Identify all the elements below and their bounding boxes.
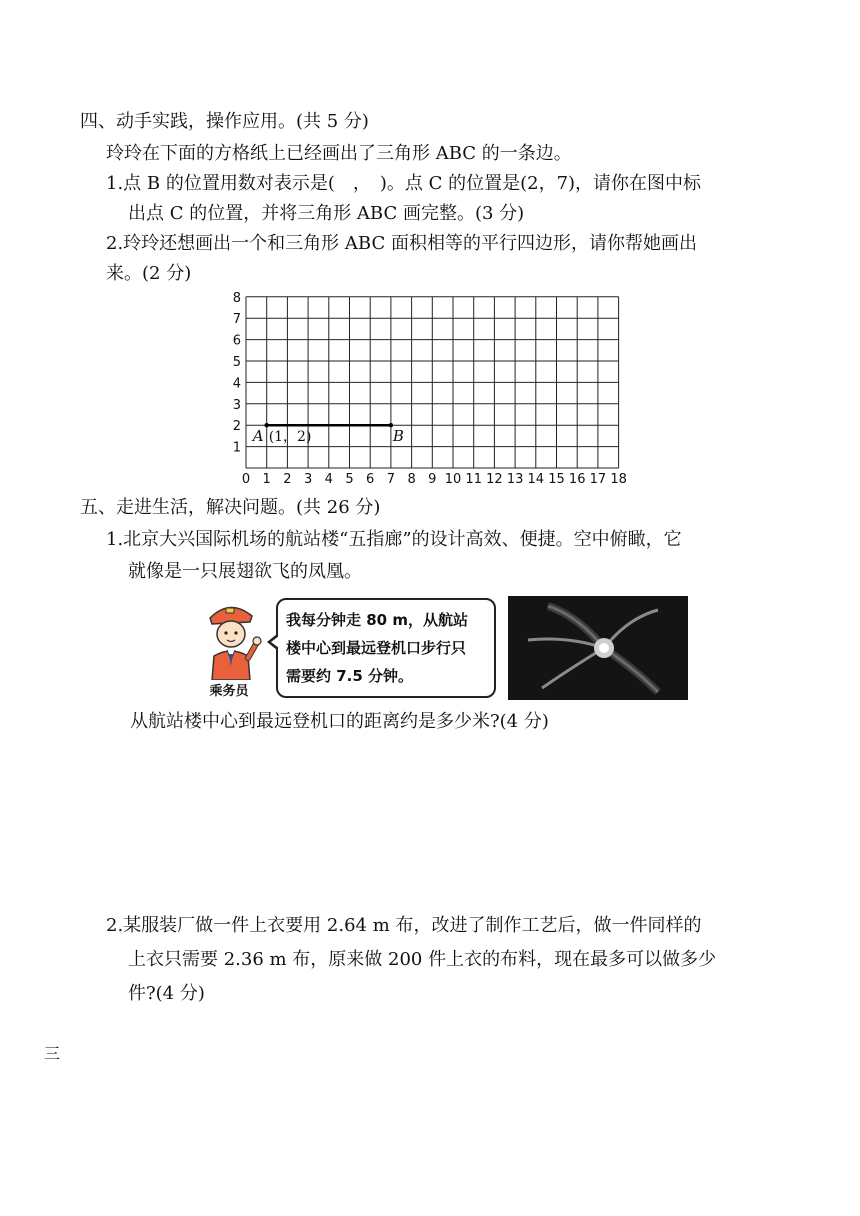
- coordinate-grid: [226, 287, 636, 485]
- question-4-1-line1: 1.点 B 的位置用数对表示是( ， )。点 C 的位置是(2，7)，请你在图中标: [106, 173, 702, 194]
- x-tick-label: 5: [345, 472, 354, 485]
- section4-intro: 玲玲在下面的方格纸上已经画出了三角形 ABC 的一条边。: [106, 143, 572, 164]
- page-mark: 三: [44, 1044, 61, 1063]
- x-tick-label: 10: [444, 472, 462, 485]
- flight-attendant-icon: [196, 596, 266, 680]
- section5-heading: 五、走进生活，解决问题。(共 26 分): [80, 497, 381, 518]
- x-tick-label: 0: [241, 472, 251, 485]
- question-5-1-prompt: 从航站楼中心到最远登机口的距离约是多少米?(4 分): [130, 711, 549, 732]
- y-tick-label: 3: [232, 397, 241, 413]
- x-tick-label: 16: [568, 472, 586, 485]
- question-5-2-line3: 件?(4 分): [128, 983, 205, 1004]
- airport-aerial-photo: [508, 596, 688, 700]
- attendant-caption: 乘务员: [209, 684, 249, 699]
- question-4-2-line2: 来。(2 分): [106, 263, 192, 284]
- bubble-line-1: 我每分钟走 80 m，从航站: [286, 611, 468, 629]
- x-tick-label: 17: [589, 472, 607, 485]
- x-tick-label: 11: [465, 472, 482, 485]
- y-tick-label: 4: [232, 376, 241, 392]
- x-tick-label: 9: [428, 472, 437, 485]
- x-tick-label: 8: [407, 472, 416, 485]
- bubble-line-3: 需要约 7.5 分钟。: [286, 667, 414, 685]
- x-tick-label: 1: [262, 472, 271, 485]
- y-tick-label: 1: [232, 440, 241, 456]
- x-tick-label: 13: [506, 472, 524, 485]
- x-tick-label: 2: [283, 472, 292, 485]
- x-tick-label: 3: [303, 472, 313, 485]
- x-tick-label: 18: [610, 472, 627, 485]
- x-tick-label: 14: [527, 472, 545, 485]
- y-tick-label: 2: [232, 419, 241, 435]
- point-coordinate-a: (1，2): [268, 429, 312, 446]
- question-4-2-line1: 2.玲玲还想画出一个和三角形 ABC 面积相等的平行四边形，请你帮她画出: [106, 233, 697, 254]
- airport-illustration: [196, 596, 696, 704]
- x-tick-label: 4: [324, 472, 333, 485]
- section4-heading: 四、动手实践，操作应用。(共 5 分): [80, 111, 369, 132]
- x-tick-label: 6: [366, 472, 375, 485]
- question-4-1-line2: 出点 C 的位置，并将三角形 ABC 画完整。(3 分): [128, 203, 525, 224]
- x-tick-label: 12: [486, 472, 503, 485]
- y-tick-label: 6: [232, 333, 241, 349]
- x-tick-label: 7: [386, 472, 396, 485]
- question-5-2-line2: 上衣只需要 2.36 m 布，原来做 200 件上衣的布料，现在最多可以做多少: [128, 949, 717, 970]
- y-tick-label: 7: [232, 312, 241, 328]
- x-tick-label: 15: [548, 472, 565, 485]
- y-tick-label: 5: [232, 355, 241, 370]
- question-5-1-line1: 1.北京大兴国际机场的航站楼“五指廊”的设计高效、便捷。空中俯瞰，它: [106, 529, 682, 550]
- point-a: [265, 423, 269, 427]
- question-5-1-line2: 就像是一只展翅欲飞的凤凰。: [128, 561, 362, 582]
- question-5-2-line1: 2.某服装厂做一件上衣要用 2.64 m 布，改进了制作工艺后，做一件同样的: [106, 915, 702, 936]
- bubble-line-2: 楼中心到最远登机口步行只: [286, 639, 467, 657]
- coordinate-grid-figure: [226, 287, 636, 485]
- speech-bubble-tail-inner: [271, 636, 279, 648]
- speech-bubble: [276, 598, 496, 698]
- point-label-a: A: [252, 427, 264, 446]
- point-label-b: B: [392, 427, 404, 446]
- y-tick-label: 8: [232, 290, 241, 306]
